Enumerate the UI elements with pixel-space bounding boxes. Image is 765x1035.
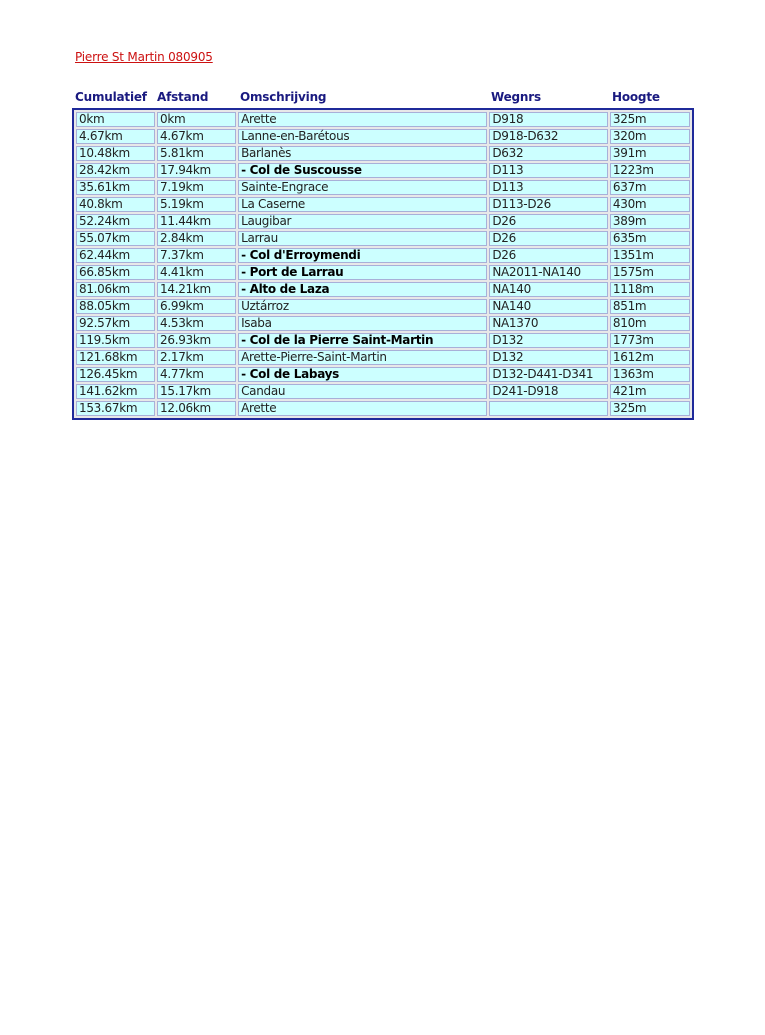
cell-wegnrs: D26 [489, 248, 608, 263]
cell-cumulatief: 52.24km [76, 214, 155, 229]
cell-afstand: 26.93km [157, 333, 236, 348]
header-afstand: Afstand [157, 90, 209, 104]
cell-omschrijving: Lanne-en-Barétous [238, 129, 487, 144]
table-row [76, 299, 690, 314]
cell-wegnrs: D132 [489, 350, 608, 365]
cell-wegnrs: NA140 [489, 299, 608, 314]
cell-afstand: 5.19km [157, 197, 236, 212]
table-row [76, 248, 690, 263]
cell-wegnrs: NA1370 [489, 316, 608, 331]
cell-wegnrs: D632 [489, 146, 608, 161]
table-row [76, 129, 690, 144]
cell-omschrijving: Larrau [238, 231, 487, 246]
table-row [76, 333, 690, 348]
cell-hoogte: 635m [610, 231, 690, 246]
cell-wegnrs: D918-D632 [489, 129, 608, 144]
table-row [76, 112, 690, 127]
header-hoogte: Hoogte [612, 90, 660, 104]
table-row [76, 163, 690, 178]
cell-omschrijving: Arette [238, 401, 487, 416]
cell-hoogte: 1612m [610, 350, 690, 365]
header-wegnrs: Wegnrs [491, 90, 541, 104]
cell-wegnrs: NA2011-NA140 [489, 265, 608, 280]
cell-cumulatief: 126.45km [76, 367, 155, 382]
cell-omschrijving: - Col de Labays [238, 367, 487, 382]
table-row [76, 350, 690, 365]
header-omschrijving: Omschrijving [240, 90, 327, 104]
cell-afstand: 2.17km [157, 350, 236, 365]
cell-wegnrs: D241-D918 [489, 384, 608, 399]
cell-hoogte: 1575m [610, 265, 690, 280]
cell-afstand: 7.19km [157, 180, 236, 195]
cell-wegnrs: D113 [489, 180, 608, 195]
cell-cumulatief: 55.07km [76, 231, 155, 246]
cell-cumulatief: 40.8km [76, 197, 155, 212]
cell-afstand: 4.41km [157, 265, 236, 280]
cell-afstand: 17.94km [157, 163, 236, 178]
table-header-row [72, 90, 694, 106]
cell-afstand: 4.53km [157, 316, 236, 331]
cell-cumulatief: 153.67km [76, 401, 155, 416]
cell-wegnrs: D26 [489, 231, 608, 246]
cell-cumulatief: 10.48km [76, 146, 155, 161]
cell-hoogte: 320m [610, 129, 690, 144]
cell-hoogte: 810m [610, 316, 690, 331]
cell-hoogte: 391m [610, 146, 690, 161]
cell-omschrijving: Isaba [238, 316, 487, 331]
cell-omschrijving: - Port de Larrau [238, 265, 487, 280]
cell-afstand: 7.37km [157, 248, 236, 263]
route-table [72, 108, 694, 420]
cell-omschrijving: - Col de Suscousse [238, 163, 487, 178]
cell-hoogte: 637m [610, 180, 690, 195]
cell-hoogte: 389m [610, 214, 690, 229]
route-table-body [76, 112, 690, 416]
cell-hoogte: 1118m [610, 282, 690, 297]
header-cumulatief: Cumulatief [75, 90, 147, 104]
cell-omschrijving: Uztárroz [238, 299, 487, 314]
cell-cumulatief: 81.06km [76, 282, 155, 297]
cell-hoogte: 325m [610, 112, 690, 127]
cell-cumulatief: 121.68km [76, 350, 155, 365]
cell-hoogte: 851m [610, 299, 690, 314]
cell-omschrijving: Laugibar [238, 214, 487, 229]
table-row [76, 146, 690, 161]
route-title-link[interactable]: Pierre St Martin 080905 [75, 50, 213, 64]
table-row [76, 197, 690, 212]
cell-wegnrs: D26 [489, 214, 608, 229]
cell-hoogte: 1363m [610, 367, 690, 382]
cell-cumulatief: 0km [76, 112, 155, 127]
cell-omschrijving: - Col de la Pierre Saint-Martin [238, 333, 487, 348]
table-row [76, 180, 690, 195]
cell-omschrijving: Barlanès [238, 146, 487, 161]
table-row [76, 384, 690, 399]
cell-cumulatief: 28.42km [76, 163, 155, 178]
cell-cumulatief: 62.44km [76, 248, 155, 263]
cell-omschrijving: Arette-Pierre-Saint-Martin [238, 350, 487, 365]
cell-wegnrs [489, 401, 608, 416]
cell-omschrijving: Sainte-Engrace [238, 180, 487, 195]
table-row [76, 282, 690, 297]
cell-omschrijving: - Alto de Laza [238, 282, 487, 297]
cell-afstand: 5.81km [157, 146, 236, 161]
cell-cumulatief: 4.67km [76, 129, 155, 144]
cell-hoogte: 1223m [610, 163, 690, 178]
cell-hoogte: 1351m [610, 248, 690, 263]
table-row [76, 265, 690, 280]
cell-afstand: 11.44km [157, 214, 236, 229]
cell-cumulatief: 66.85km [76, 265, 155, 280]
cell-cumulatief: 88.05km [76, 299, 155, 314]
table-row [76, 316, 690, 331]
cell-omschrijving: Arette [238, 112, 487, 127]
cell-afstand: 15.17km [157, 384, 236, 399]
cell-wegnrs: D132-D441-D341 [489, 367, 608, 382]
cell-afstand: 6.99km [157, 299, 236, 314]
cell-hoogte: 325m [610, 401, 690, 416]
cell-hoogte: 430m [610, 197, 690, 212]
cell-omschrijving: La Caserne [238, 197, 487, 212]
cell-afstand: 12.06km [157, 401, 236, 416]
cell-wegnrs: NA140 [489, 282, 608, 297]
cell-afstand: 4.67km [157, 129, 236, 144]
cell-wegnrs: D918 [489, 112, 608, 127]
cell-omschrijving: - Col d'Erroymendi [238, 248, 487, 263]
cell-afstand: 4.77km [157, 367, 236, 382]
table-row [76, 214, 690, 229]
cell-wegnrs: D132 [489, 333, 608, 348]
cell-hoogte: 1773m [610, 333, 690, 348]
cell-cumulatief: 119.5km [76, 333, 155, 348]
cell-wegnrs: D113-D26 [489, 197, 608, 212]
table-row [76, 401, 690, 416]
cell-afstand: 2.84km [157, 231, 236, 246]
table-row [76, 367, 690, 382]
table-row [76, 231, 690, 246]
cell-cumulatief: 141.62km [76, 384, 155, 399]
cell-afstand: 14.21km [157, 282, 236, 297]
cell-cumulatief: 92.57km [76, 316, 155, 331]
cell-omschrijving: Candau [238, 384, 487, 399]
cell-afstand: 0km [157, 112, 236, 127]
cell-wegnrs: D113 [489, 163, 608, 178]
cell-hoogte: 421m [610, 384, 690, 399]
cell-cumulatief: 35.61km [76, 180, 155, 195]
